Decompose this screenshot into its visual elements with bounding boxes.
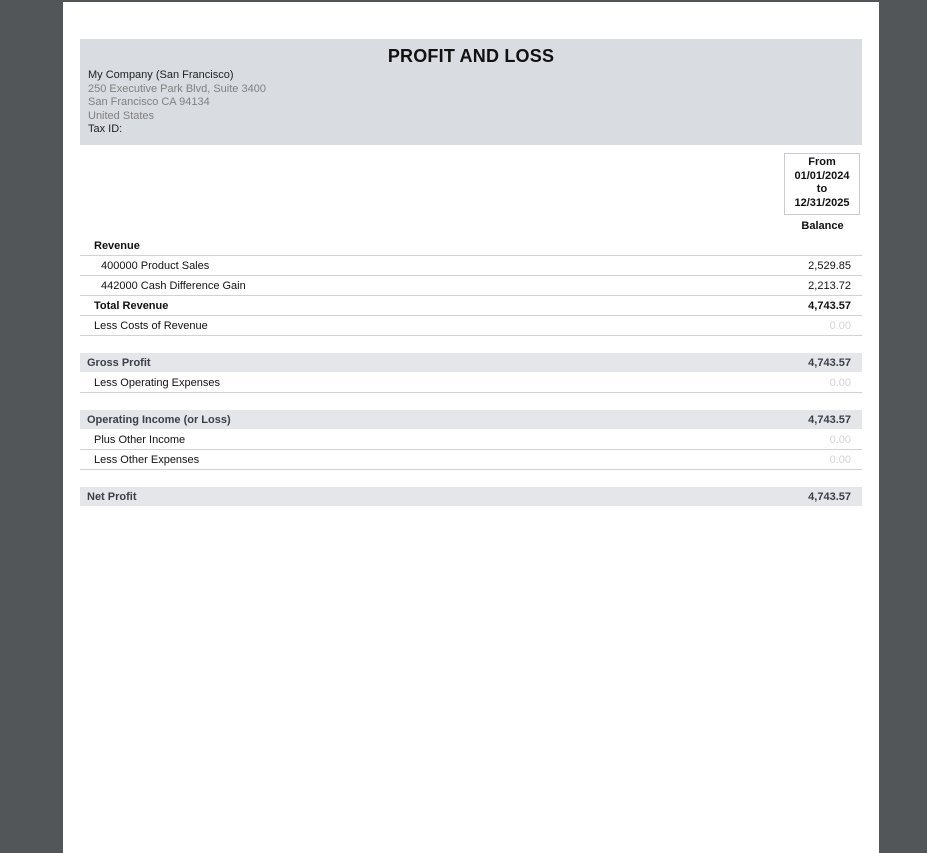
less-operating-expenses-label: Less Operating Expenses	[94, 377, 220, 389]
gross-profit-row	[80, 353, 862, 373]
balance-column-header: Balance	[801, 220, 844, 232]
company-street: 250 Executive Park Blvd, Suite 3400	[88, 82, 266, 95]
period-start-date: 01/01/2024	[794, 169, 850, 182]
account-label: 400000 Product Sales	[101, 260, 210, 272]
plus-other-income-value: 0.00	[829, 434, 851, 446]
account-row-cash-difference-gain[interactable]	[80, 276, 862, 296]
less-costs-of-revenue-value: 0.00	[829, 320, 851, 332]
less-other-expenses-value: 0.00	[829, 454, 851, 466]
operating-income-label: Operating Income (or Loss)	[87, 414, 231, 426]
net-profit-row	[80, 487, 862, 507]
report-title: PROFIT AND LOSS	[387, 46, 555, 66]
spacer	[80, 393, 862, 410]
less-operating-expenses-value: 0.00	[829, 377, 851, 389]
account-label: 442000 Cash Difference Gain	[101, 280, 246, 292]
plus-other-income-row	[80, 430, 862, 450]
account-value[interactable]: 2,529.85	[808, 260, 851, 272]
spacer	[80, 470, 862, 487]
less-costs-of-revenue-row	[80, 316, 862, 336]
period-header	[784, 153, 860, 215]
report-table	[80, 236, 862, 507]
less-costs-of-revenue-label: Less Costs of Revenue	[94, 320, 208, 332]
total-revenue-label: Total Revenue	[94, 300, 169, 312]
period-to-label: to	[816, 183, 828, 196]
account-row-product-sales[interactable]	[80, 256, 862, 276]
account-value[interactable]: 2,213.72	[808, 280, 851, 292]
company-country: United States	[88, 109, 155, 122]
revenue-section-row	[80, 236, 862, 256]
report-page	[63, 2, 879, 853]
period-end-date: 12/31/2025	[794, 196, 850, 209]
net-profit-value: 4,743.57	[808, 491, 851, 503]
gross-profit-value: 4,743.57	[808, 357, 851, 369]
company-name: My Company (San Francisco)	[88, 69, 234, 81]
report-header	[80, 39, 862, 145]
tax-id-label: Tax ID:	[88, 123, 123, 136]
period-from-label: From	[808, 156, 836, 168]
company-address	[88, 69, 266, 137]
less-operating-expenses-row	[80, 373, 862, 393]
company-city: San Francisco CA 94134	[88, 96, 210, 109]
gross-profit-label: Gross Profit	[87, 357, 151, 369]
less-other-expenses-label: Less Other Expenses	[94, 454, 200, 466]
net-profit-label: Net Profit	[87, 491, 137, 503]
revenue-section-label: Revenue	[94, 240, 140, 252]
total-revenue-value: 4,743.57	[808, 300, 851, 312]
spacer	[80, 336, 862, 353]
total-revenue-row	[80, 296, 862, 316]
operating-income-row	[80, 410, 862, 430]
plus-other-income-label: Plus Other Income	[94, 434, 186, 446]
less-other-expenses-row	[80, 450, 862, 470]
operating-income-value: 4,743.57	[808, 414, 851, 426]
